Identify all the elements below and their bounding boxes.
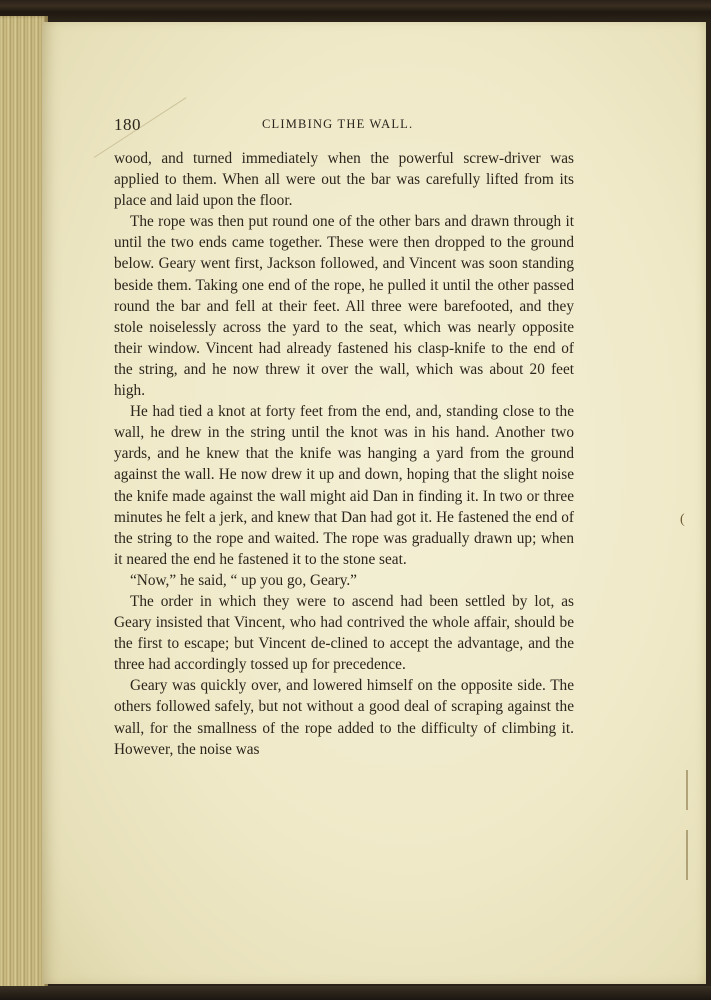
margin-mark: ( <box>680 512 685 527</box>
margin-tick <box>686 830 688 880</box>
page-number: 180 <box>114 115 141 134</box>
paragraph: Geary was quickly over, and lowered himself on the opposite side. The others followed safely, but not without a good deal of scraping against the wall, for the smallness of the rope added to the difficulty of climbing it. However, the noise was <box>114 677 574 758</box>
running-head: CLIMBING THE WALL. <box>262 117 414 131</box>
page-header <box>114 115 426 139</box>
book-cover-edge <box>0 986 711 1000</box>
paragraph: wood, and turned immediately when the powerful screw-driver was applied to them. When all were out the bar was carefully lifted from its place and laid upon the floor. <box>114 150 574 210</box>
paragraph: The rope was then put round one of the other bars and drawn through it until the two ends came together. These were then dropped to the ground below. Geary went first, Jackson followed, and Vincent was soon standing beside them. Taking one end of the rope, he pulled it until the other passed round the bar and fell at their feet. All three were barefooted, and they stole noiselessly across the yard to the seat, which was nearly opposite their window. Vincent had already fastened his clasp-knife to the end of the string, and he now threw it over the wall, which was about 20 feet high. <box>114 213 574 400</box>
paragraph: “Now,” he said, “ up you go, Geary.” <box>130 571 357 589</box>
paragraph: He had tied a knot at forty feet from the end, and, standing close to the wall, he drew in the string until the knot was in his hand. Another two yards, and he knew that the knife was hanging a yard from the ground against the wall. He now drew it up and down, hoping that the slight noise the knife made against the wall might aid Dan in finding it. In two or three minutes he felt a jerk, and knew that Dan had got it. He fastened the end of the string to the rope and waited. The rope was gradually drawn up; when it neared the end he fastened it to the stone seat. <box>114 403 574 568</box>
page-edges <box>0 16 48 990</box>
margin-tick <box>686 770 688 810</box>
body-text <box>114 148 574 760</box>
paragraph: The order in which they were to ascend had been settled by lot, as Geary insisted that Vincent, who had contrived the whole affair, should be the first to escape; but Vincent de-clined to accept the advantage, and the three had accordingly tossed up for precedence. <box>114 592 574 674</box>
